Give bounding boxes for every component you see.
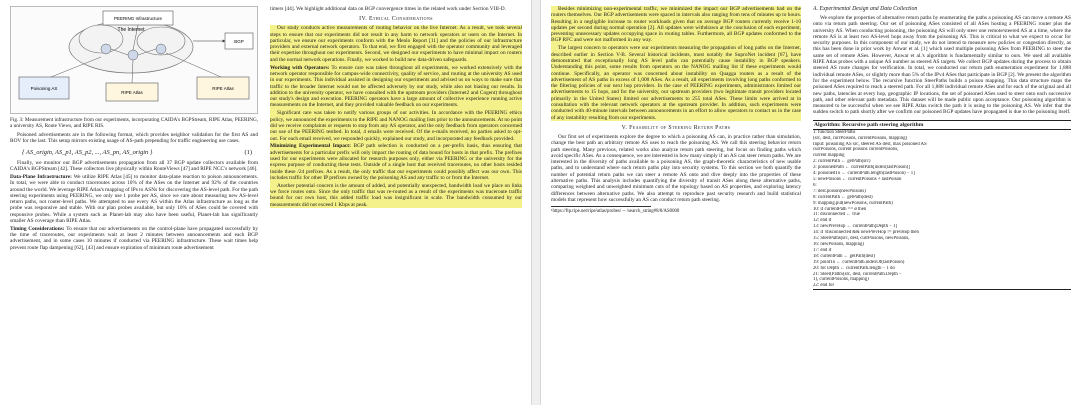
figure-caption: Fig. 3: Measurement infrastructure from our experiments, incorporating CAIDA's BGPStream, RIPE Atlas, PEERING, a university AS, Route Views, and RIPE RIS. [10,117,258,129]
left-page-column-2 [270,6,522,401]
algorithm-line: 2: currentPath ← getPath(src) [813,159,871,165]
router-icon [128,50,138,60]
right-page-column-1 [551,6,801,401]
paragraph: Our study conducts active measurements of routing behavior on the live Internet. As a result, we took several steps to ensure that our experiments did not result in any harm to network operators or users on the Internet. In particular, we ensure our experiments conform with the Menlo Report [11] and the policies of our infrastructure providers and external network operators. To that end, we first engaged with the operator community and leveraged their expertise throughout our experiments. Second, we designed our experiments to have minimal impact on routers and the normal network operations. Finally, we worked to build new data-driven safeguards. [270,25,522,63]
paragraph: Besides minimizing non-experimental traffic, we minimized the impact our BGP advertisements had on the routers themselves. Our BGP advertisements were spaced in intervals also ranging from tens of minutes up to hours. Resulting in a negligible increase to router workloads given that on average BGP routers currently receive 1-10 updates per second during normal operation [2]. All updates were withdrawn at the conclusion of each experiment, preventing unnecessary updates occupying space in routing tables. Furthermore, all BGP updates conformed to the BGP RFC and were not malformed in any way. [551,6,801,44]
algorithm-title [813,121,1071,130]
algorithm-title-text: Algorithm: Recursive path steering algorithm [814,121,924,128]
subsection-title: A. Experimental Design and Data Collection [813,6,918,12]
paragraph: We explore the properties of alternative return paths by enumerating the paths a poisoning AS can move a remote AS onto via return path steering. Our set of poisoning ASes consisted of all ASes hosting a PEERING router plus the university AS. When conducting poisoning, the poisoning AS will only steer one remote/steered AS at a time, where the remote AS is at least two AS-level hops away from the poisoning AS. This is critical to what we expect to occur for security purposes. In this component of our study, we do not intend to measure new policies or congestion directly, as this has been done in prior work by Anwar et al. [1] which used multiple poisoning ASes from PEERING to steer the same set of remote ASes. However, Anwar et al.'s algorithm is fundamentally similar to ours. We used all available RIPE Atlas probes with a unique AS number as steered AS targets. We collect BGP updates during the process to obtain steered AS route changes for verification. In total, we conducted our return path enumeration experiment for 1,888 individual remote ASes, or slightly more than 5% of the IPv4 ASes that participate in BGP [2]. We present the algorithm for the experiment below. The recursive function SteerPaths builds a poison mapping. This data structure maps the poisoned ASes required to reach a steered path. For all 1,888 individual remote ASes and for each of the original and all new paths, latencies at every hop, geographic IP locations, the set of poisoned ASes used to steer onto each successive path, and other relevant path metadata. This dataset will be made public upon acceptance. Our poisoning algorithm is measured to be successful when we see RIPE Atlas switch the path it is using to the poisoning AS. We infer that the sudden switch to path shortly after we confirm our poisoned BGP updates have propagated is due to the poisoning itself. [813,15,1071,116]
algorithm-line: 17: end if [813,247,832,253]
section-title: IV. Ethical Considerations [359,16,433,23]
algorithm-line: 4: poisonedTo ← currentPath.length(lastPoison) − 1] [813,171,915,177]
equation-number: (1) [244,148,252,156]
algorithm-line: 11: disconnected ← true [813,212,860,218]
paragraph-lead: Working with Operators: [270,64,330,71]
paragraph: Finally, we monitor our BGP advertisements propagation from all 37 BGP update collectors available from CAIDA's BGPStream [42]. These collectors live physically within RouteViews [47] and RIPE NCC's network [46]. [10,159,258,173]
paragraph [10,174,258,224]
algorithm-line: 19: pointTo ← currentPath.indexOf(lastPoison) [813,259,905,265]
figure-diagram [11,7,258,115]
algorithm-line: 9: mapping.put(newPoisons, currentPath) [813,200,893,206]
paragraph [10,226,258,251]
router-icon [101,44,111,54]
figure-label: RIPE Atlas [121,90,143,95]
equation-body: { AS_origin, AS_p1, AS_p2, ..., AS_pn, AS_origin } [22,148,153,156]
figure-label: Poisoning AS [30,86,58,91]
algorithm-line: 3: poisonedPath ← currentPath[index(lastPoison)] [813,165,910,171]
algorithm-line: 18: currentPath ← getPath(dest) [813,253,875,259]
algorithm-line: currPoisons, current poisons currentPoisons, [813,147,899,153]
figure-label: The Internet [117,27,145,33]
figure-label: RIPE Atlas [212,86,234,91]
right-page [540,0,1080,405]
algorithm-line: 12: end if [813,218,832,224]
highlighted-text [551,6,801,121]
router-icon [156,44,166,54]
paragraph-lead: Timing Considerations: [10,225,65,232]
algorithm-line: 13: newPrevHop ← currentPath[Depth − 1] [813,224,898,230]
paragraph [270,143,522,181]
footnote: ¹https://ftp.ripe.net/ripe/atlas/probes/ -- /search_string#8/8/AS0000 [551,209,680,215]
highlighted-text [270,25,522,208]
equation [10,146,258,160]
algorithm-line: 7: dest.poison(newPoisons) [813,188,866,194]
left-page-column-1 [10,6,258,401]
algorithm-line: 20: for Depth ← currentPath.length − 1 do [813,265,895,271]
algorithm-line: 1: function SteerPaths [813,129,856,135]
algorithm-line: 5: newPoisons ← currentPoisons + lastPoison [813,177,902,182]
algorithm-lines [813,130,1071,289]
algorithm-line: 22: end for [813,283,835,289]
algorithm-line: 8: currentPath ← getPath(dest) [813,194,873,200]
paragraph-body: To ensure care was taken throughout all experiments, we worked extensively with the network operator responsible for campus-wide connectivity, quality of service, and routing at the university AS used in our experiments. This individual assisted in designing our experiments and advised us on ways to make sure that traffic to the broader Internet would not be affected adversely by our study, while also not biasing our results. In addition to the university operator, we have consulted with the upstream providers (Internet2 and Cogent) throughout our study's design and execution. PEERING operators have a large amount of collective experience running active measurements on the Internet, and they provided valuable feedback on our experiments. [270,64,522,109]
algorithm-line: (src, dest, currPoisons, currentPoisons, mapping) [813,135,908,141]
paragraph-body: To ensure that our advertisements on the control-plane have propagated successfully by the time of traceroutes, our experiments wait at least 2 minutes between announcements and each BGP advertisement, and in some cases 10 minutes if conducted via PEERING infrastructure. These wait times help prevent route flap dampening [62], [43] and ensure expiration of minimum route advertisement [10,225,258,251]
paragraph-body: We utilize RIPE Atlas [45] to monitor data-plane reaction to poison announcements. In total, we were able to conduct traceroutes across 10% of the ASes on the Internet and 92% of the countries around the world. We leverage RIPE Atlas's mapping of IPs to ASNs for discovering the AS-level path. For the path steering experiments using PEERING, we only use 1 probe per AS, since we care about measuring new AS-level return paths, not router-level paths. We attempted to use every AS within the Atlas infrastructure as long as the probe was responsive and stable. With our plan probes available, but only 10% of ASes could be covered with responsive probes. While a system such as Planet-lab may also have been useful, Planet-lab has significantly smaller AS coverage than RIPE Atlas. [10,173,258,225]
algorithm-line: current mapping [813,153,845,159]
algorithm-line: 14: if !disconnected && newPrevHop != prevHop then [813,230,919,236]
algorithm-line: 10: if currentPath == ø then [813,206,867,212]
paragraph [270,65,522,109]
paragraph: Poisoned advertisements are in the following format, which provides neighbor validation for the first AS and ROV for the last. This setup mirrors existing usage of AS-path prepending for traffic engineering use cases. [10,132,258,145]
algorithm-line: 15: SteerPaths(src, dest, currPoisons, newPoisons, [813,236,910,242]
measurement-infrastructure-figure [10,6,258,114]
algorithm-box [813,120,1071,290]
paragraph: Significant care was taken to notify various groups of our activities. In accordance with the PEERING ethics policy, we announced the experiments to the RIPE and NANOG mailing lists prior to the announcements. At no point did we receive complaints or requests to stop from any AS operator, and the only feedback from operators concerned our use of the PEERING testbed. In total, 4 emails were received. Of the e-mails received, no parties asked to opt-out. For each email received, we responded quickly, explained our study, and incorporated any feedback provided. [270,110,522,142]
algorithm-line: 16: newPoisons, mapping) [813,241,865,247]
paragraph: timers [44]. We highlight additional data on BGP convergence times in the related work under Section VIII-D. [270,6,506,12]
figure-label: BGP [234,39,244,44]
page-gutter [532,0,540,405]
algorithm-line: 21: Steer(PathS(src, dest, currentPath.Depth − [813,271,902,277]
paragraph-lead: Minimizing Experimental Impact: [270,143,351,150]
paragraph: Another potential concern is the amount of added, and potentially unexpected, bandwidth load we place on links we force routes onto. Since the only traffic that was re-routed as a result of the experiments was traceroute traffic bound for our own host, this added traffic load was insignificant in scale. The bandwidth consumed by our measurements did not exceed 1 Kbps at peak. [270,182,522,208]
right-page-column-2 [813,6,1071,401]
paragraph-lead: Data-Plane Infrastructure: [10,173,72,180]
left-page [0,0,532,405]
paragraph: The largest concern to operators were our experiments measuring the propagation of long paths on the Internet, described earlier in Section V-B. Several historical incidents, most notably the SuproNet incident [67], have demonstrated that exceptionally long AS level paths can potentially cause instability in BGP speakers. Understanding this point, some results from operators on the NANOG mailing list if these experiments would continue. Specifically, an operator was concerned about instability on Quagga routers as a result of the advertisement of AS paths in excess of 1,000 ASes. As a result, all experiments involving long paths conformed to the filtering policies of our next hop providers. In the case of PEERING experiments, administrators limited our advertisements to 15 hops, and for the university, our upstream providers (two legitimate transit providers located primarily in the United States) limited our advertisements to 255 total ASes. These limits were arrived at in consultation with the relevant network operators at the upstream provider. In addition, such experiments were conducted with 40-minute intervals between announcements in an effort to allow operators to contact us in the case of any instability resulting from our experiments. [551,45,801,121]
algorithm-line: Input: poisoning AS src, steered AS dest, max poisoned AS [813,141,927,147]
paragraph-body: BGP path selection is conducted on a per-prefix basis, thus ensuring that advertisements for a particular prefix will only impact the routing of data bound for hosts in that prefix. The prefixes used for our experiments were allocated for research purposes only, either via PEERING or the university for the express purpose of conducting these tests. Outside of a single host that received traceroutes, no other hosts resided inside these /24 prefixes. As a result, the only traffic that our experiments could possibly affect was our own. This includes traffic for other IP prefixes owned by the poisoning AS and any traffic to or from the Internet. [270,143,522,181]
algorithm-line: 6: [813,182,817,188]
algorithm-line: 1), currentPoisons, mapping) [813,277,869,283]
figure-label: PEERING Infrastructure [113,16,163,21]
footnote-divider [551,206,651,207]
section-title: V. Feasibility of Steering Return Paths [621,124,731,131]
paragraph: Our first set of experiments explore the degree to which a poisoning AS can, in practice rather than simulation, change the best path an arbitrary remote AS uses to reach the poisoning AS. We call this steering behavior return path steering. Many previous, related works also analyze return path steering, but focus on finding paths which avoid specific ASes. As a consequence, we are interested in how many simply if an AS can steer return paths. We are interested in the diversity of paths available to a poisoning AS, the graph-theoretic characteristics of new usable paths, and to understand where such return paths play into security systems. To this section we both quantify the number of potential return paths we can steer a remote AS onto and dive deeply into the properties of these alternative paths. This analysis includes quantifying the diversity of transit ASes along these alternative paths, comparing weighted and unweighted minimum cuts of the topology based on AS properties, and exploring latency differences between alternative paths. We also attempt to reproduce past security research and build statistical models that represent how successfully an AS can conduct return path steering. [551,133,801,203]
